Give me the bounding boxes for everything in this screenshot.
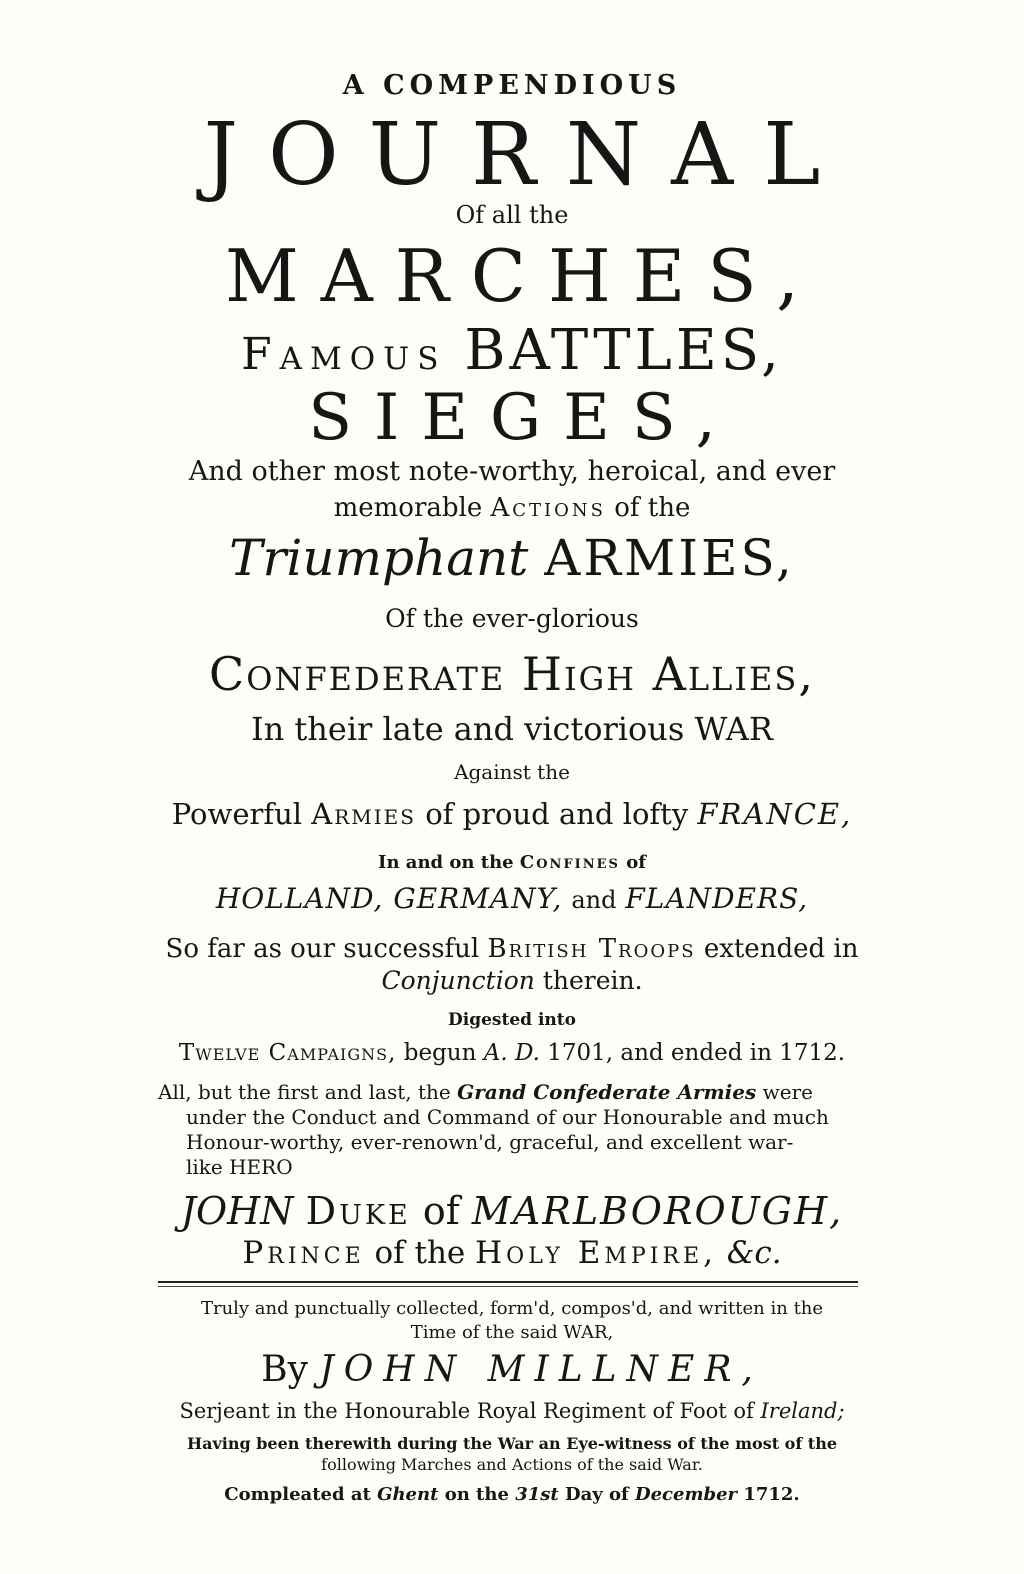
line-memorable-actions: memorable Actions of the (333, 493, 691, 523)
line-note-worthy: And other most note-worthy, heroical, and ever (188, 456, 836, 487)
rule-top (158, 1281, 858, 1283)
line-of-all-the: Of all the (455, 201, 569, 229)
rule-bottom (158, 1286, 858, 1287)
line-sieges: SIEGES, (308, 381, 738, 455)
line-powerful-armies: Powerful Armies of proud and lofty FRANCE, (171, 797, 853, 831)
line-confines: In and on the Confines of (378, 852, 646, 873)
line-prince-holy-empire: Prince of the Holy Empire, &c. (242, 1235, 782, 1271)
paragraph-grand-armies (158, 1080, 860, 1180)
line-conjunction: Conjunction therein. (381, 966, 643, 995)
line-ever-glorious: Of the ever-glorious (385, 604, 639, 633)
line-countries: HOLLAND, GERMANY, and FLANDERS, (215, 882, 809, 915)
line-confederate-high-allies: Confederate High Allies, (209, 647, 815, 701)
para-line-4: like HERO (186, 1155, 293, 1179)
line-serjeant: Serjeant in the Honourable Royal Regiment of Foot of Ireland; (179, 1399, 845, 1423)
para-line-2: under the Conduct and Command of our Honourable and much (186, 1105, 829, 1129)
line-truly-collected: Truly and punctually collected, form'd, compos'd, and written in the (200, 1298, 824, 1319)
line-twelve-campaigns: Twelve Campaigns, begun A. D. 1701, and ended in 1712. (178, 1040, 846, 1066)
line-late-victorious-war: In their late and victorious WAR (250, 710, 773, 748)
para-line-1: All, but the first and last, the Grand Confederate Armies were (158, 1080, 813, 1104)
para-line-3: Honour-worthy, ever-renown'd, graceful, and excellent war- (186, 1130, 794, 1154)
line-eye-witness: Having been therewith during the War an Eye-witness of the most of the (186, 1434, 837, 1453)
line-marches: MARCHES, (224, 234, 821, 318)
line-british-troops: So far as our successful British Troops extended in (165, 934, 859, 964)
line-john-duke: JOHN Duke of MARLBOROUGH, (180, 1189, 844, 1233)
line-famous-battles: Famous BATTLES, (241, 318, 783, 383)
line-triumphant-armies: Triumphant ARMIES, (229, 529, 795, 587)
line-time-of-war: Time of the said WAR, (410, 1322, 614, 1343)
line-compendious: A COMPENDIOUS (342, 70, 682, 101)
line-compleated: Compleated at Ghent on the 31st Day of December 1712. (224, 1484, 800, 1505)
line-following-marches: following Marches and Actions of the said War. (321, 1455, 703, 1474)
line-digested-into: Digested into (448, 1010, 576, 1030)
line-against-the: Against the (454, 760, 570, 784)
line-journal: JOURNAL (203, 105, 851, 205)
line-author: By JOHN MILLNER, (261, 1349, 763, 1390)
